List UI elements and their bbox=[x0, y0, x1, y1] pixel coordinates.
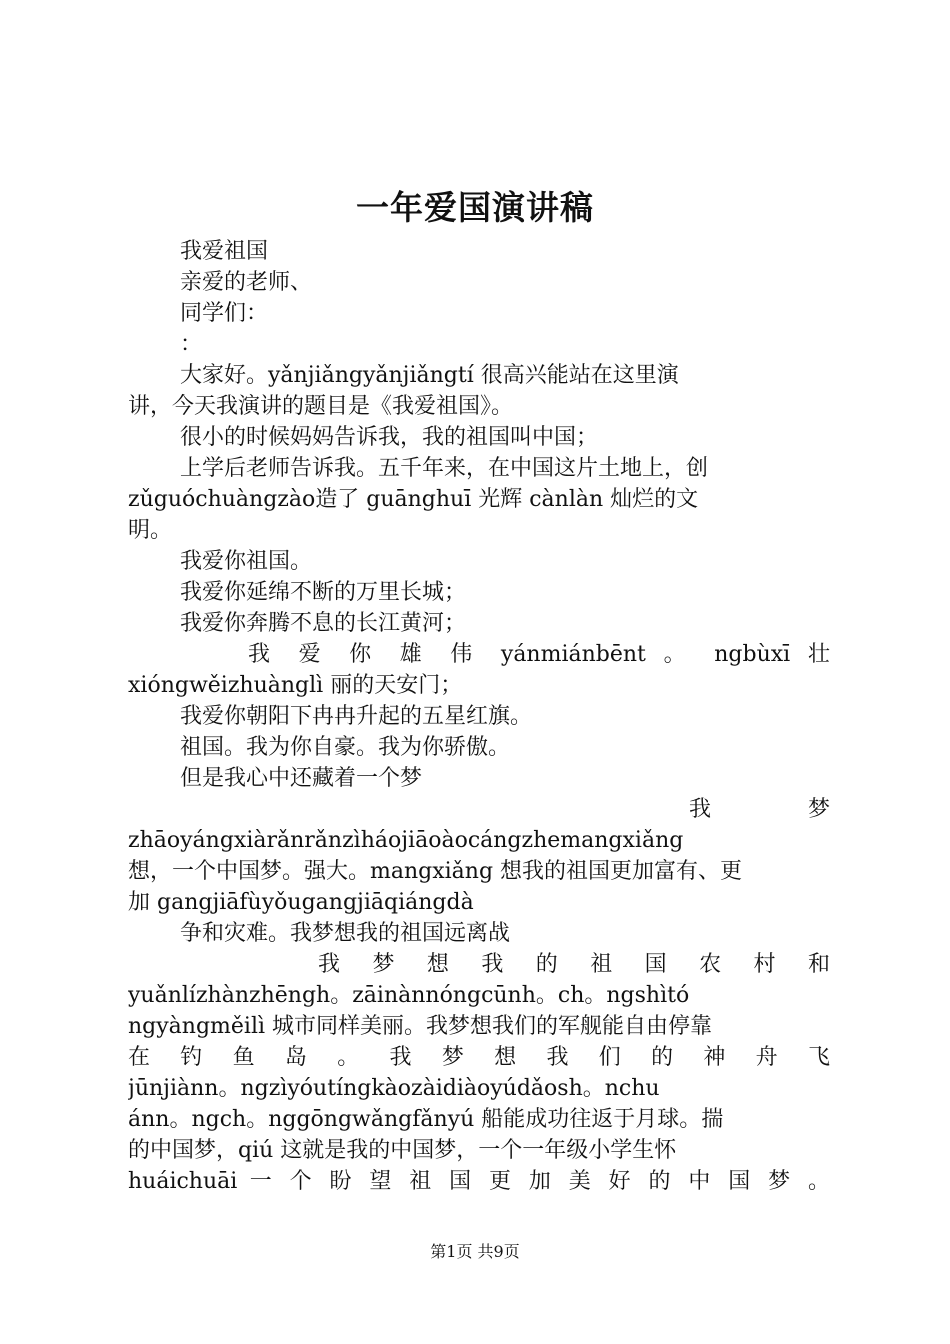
body-line: jūnjiànn。ngzìyóutíngkàozàidiàoyúdǎosh。nchu bbox=[128, 1076, 660, 1101]
body-line: 在 钓 鱼 岛 。 我 梦 想 我 们 的 神 舟 飞 bbox=[128, 1045, 830, 1070]
body-line: 加 gangjiāfùyǒugangjiāqiángdà bbox=[128, 890, 474, 915]
body-line: 争和灾难。我梦想我的祖国远离战 bbox=[180, 921, 511, 946]
body-line: 讲，今天我演讲的题目是《我爱祖国》。 bbox=[128, 394, 514, 419]
body-line: 我 梦 想 我 的 祖 国 农 村 和 bbox=[318, 952, 830, 977]
body-line: ánn。ngch。nggōngwǎngfǎnyú 船能成功往返于月球。揣 bbox=[128, 1107, 724, 1132]
body-line: 我 梦 bbox=[689, 797, 830, 822]
body-line: 但是我心中还藏着一个梦 bbox=[180, 766, 423, 791]
body-line: 同学们： bbox=[180, 301, 269, 326]
body-line: 亲爱的老师、 bbox=[180, 270, 313, 295]
body-line: ： bbox=[180, 332, 203, 357]
document-body bbox=[128, 236, 830, 1197]
body-line: 上学后老师告诉我。五千年来，在中国这片土地上，创 bbox=[180, 456, 709, 481]
body-line: 祖国。我为你自豪。我为你骄傲。 bbox=[180, 735, 511, 760]
document-title: 一年爱国演讲稿 bbox=[356, 188, 594, 227]
body-line: 的中国梦，qiú 这就是我的中国梦，一个一年级小学生怀 bbox=[128, 1138, 677, 1163]
body-line: 我 爱 你 雄 伟 yánmiánbēnt 。 ngbùxī 壮 bbox=[248, 642, 830, 667]
body-line: ngyàngměilì 城市同样美丽。我梦想我们的军舰能自由停靠 bbox=[128, 1014, 713, 1039]
body-line: zhāoyángxiàrǎnrǎnzìháojiāoàocángzhemangxiǎng bbox=[128, 828, 684, 853]
body-line: 我爱你延绵不断的万里长城； bbox=[180, 580, 467, 605]
body-line: 我爱祖国 bbox=[180, 239, 269, 264]
body-line: 我爱你祖国。 bbox=[180, 549, 313, 574]
body-line: 很小的时候妈妈告诉我，我的祖国叫中国； bbox=[180, 425, 599, 450]
body-line: zǔguóchuàngzào造了 guānghuī 光辉 cànlàn 灿烂的文 bbox=[128, 487, 699, 512]
body-line: yuǎnlízhànzhēngh。zāinànnóngcūnh。ch。ngshìtó bbox=[128, 983, 690, 1008]
body-line: xióngwěizhuànglì 丽的天安门； bbox=[128, 673, 463, 698]
page-number-footer: 第1页 共9页 bbox=[430, 1242, 520, 1261]
body-line: 想，一个中国梦。强大。mangxiǎng 想我的祖国更加富有、更 bbox=[128, 859, 743, 884]
body-line: 大家好。yǎnjiǎngyǎnjiǎngtí 很高兴能站在这里演 bbox=[180, 363, 679, 388]
body-line: huáichuāi 一 个 盼 望 祖 国 更 加 美 好 的 中 国 梦 。 bbox=[128, 1169, 830, 1194]
body-line: 我爱你奔腾不息的长江黄河； bbox=[180, 611, 467, 636]
body-line: 我爱你朝阳下冉冉升起的五星红旗。 bbox=[180, 704, 533, 729]
body-line: 明。 bbox=[128, 518, 173, 543]
